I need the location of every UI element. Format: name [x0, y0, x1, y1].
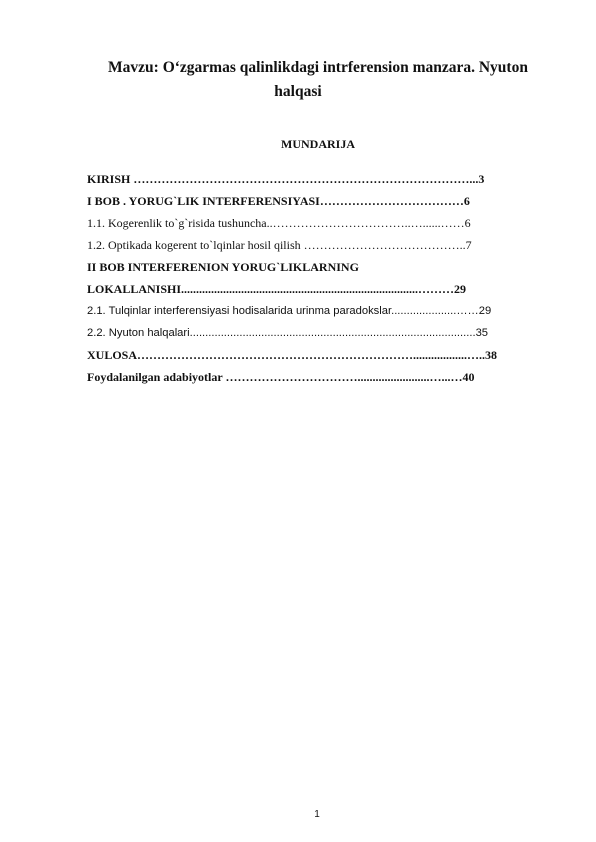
- toc-entry-chapter-1[interactable]: I BOB . YORUG`LIK INTERFERENSIYASI………………………………6: [87, 194, 470, 208]
- toc-entry-chapter-2-line-1[interactable]: II BOB INTERFERENION YORUG`LIKLARNING: [87, 260, 359, 274]
- toc-entry-2-1[interactable]: 2.1. Tulqinlar interferensiyasi hodisalarida urinma paradokslar.....................……29: [87, 305, 492, 317]
- toc-entry-1-2[interactable]: 1.2. Optikada kogerent to`lqinlar hosil qilish …………………………………..7: [87, 238, 472, 252]
- document-title: [0, 56, 596, 104]
- toc-entry-2-2[interactable]: 2.2. Nyuton halqalari............................................................................................35: [87, 327, 489, 339]
- toc-entry-adabiyotlar[interactable]: Foydalanilgan adabiyotlar ……………………………........................…...…40: [87, 370, 475, 384]
- toc-entry-chapter-2-line-2[interactable]: LOKALLANISHI...............................................................................………29: [87, 282, 467, 296]
- title-line-1: Mavzu: O‘zgarmas qalinlikdagi intrferension manzara. Nyuton: [108, 59, 528, 76]
- toc-entry-kirish[interactable]: KIRISH …………………………………………………………………………...3: [87, 172, 485, 186]
- toc-entry-1-1[interactable]: 1.1. Kogerenlik to`g`risida tushuncha..……………………………..…......……6: [87, 216, 471, 230]
- title-line-2: halqasi: [274, 83, 322, 100]
- toc-entry-xulosa[interactable]: XULOSA……………………………………………………………..................…..38: [87, 348, 498, 362]
- toc-heading: MUNDARIJA: [281, 137, 355, 151]
- page-number: 1: [314, 809, 320, 820]
